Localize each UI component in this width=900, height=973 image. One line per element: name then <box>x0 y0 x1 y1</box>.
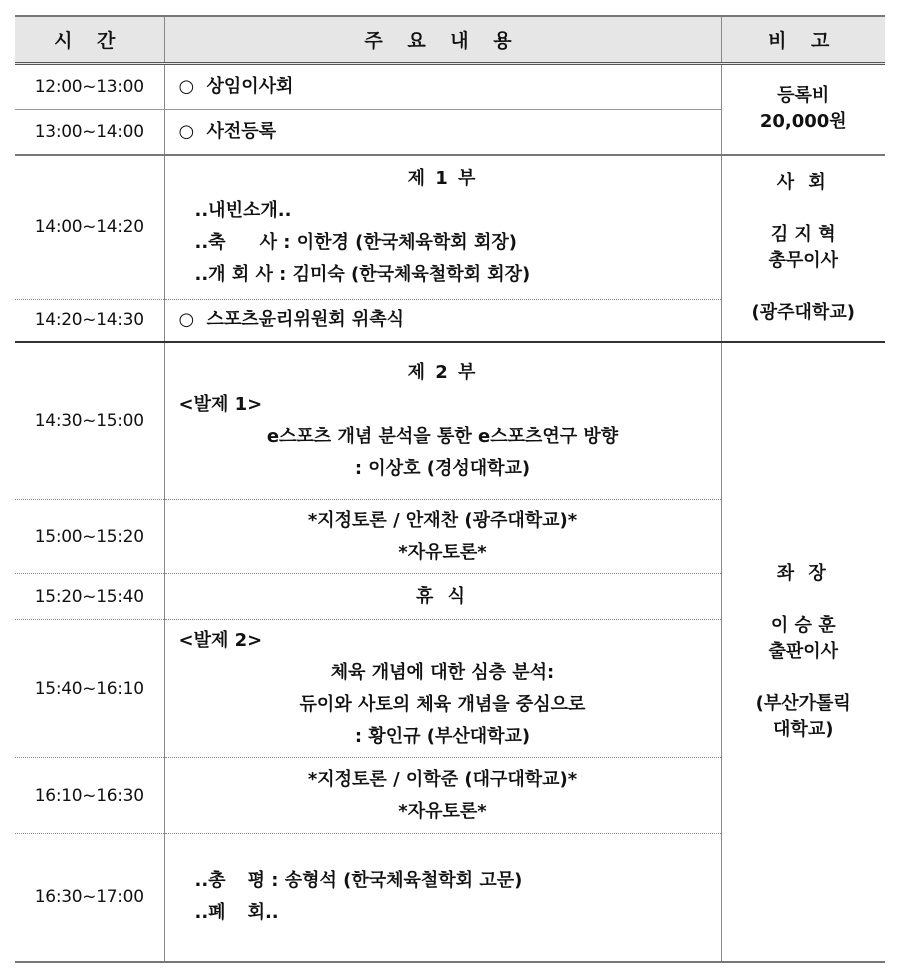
content-cell <box>164 110 721 155</box>
content-cell <box>164 620 721 758</box>
line-part: ..폐 <box>194 902 226 924</box>
time-cell: 16:30~17:00 <box>15 834 164 962</box>
line <box>165 227 721 259</box>
line-part: 회.. <box>247 902 279 924</box>
header-row <box>15 16 885 64</box>
section-title: 제 2 부 <box>407 361 478 383</box>
line: *지정토론 / 이학준 (대구대학교)* <box>307 768 578 790</box>
time-cell: 13:00~14:00 <box>15 110 164 155</box>
time-cell: 16:10~16:30 <box>15 758 164 834</box>
line: *자유토론* <box>398 541 487 563</box>
line: 듀이와 사토의 체육 개념을 중심으로 <box>299 693 586 715</box>
content-cell <box>164 300 721 342</box>
fee-label: 등록비 <box>777 85 830 107</box>
content-cell <box>164 155 721 300</box>
time-cell: 12:00~13:00 <box>15 64 164 110</box>
line: : 이상호 (경성대학교) <box>354 457 531 479</box>
time-cell: 15:40~16:10 <box>15 620 164 758</box>
header-content: 주 요 내 용 <box>164 16 721 64</box>
line: e스포츠 개념 분석을 통한 e스포츠연구 방향 <box>266 425 619 447</box>
chair-note <box>721 342 885 962</box>
presentation-tag: <발제 1> <box>178 393 263 415</box>
fee-note <box>721 64 885 155</box>
bullet-icon: ○ <box>178 120 195 142</box>
content-cell <box>164 64 721 110</box>
time-cell: 14:00~14:20 <box>15 155 164 300</box>
chair-name: 이 승 훈 <box>770 614 836 636</box>
content-cell <box>164 834 721 962</box>
content-cell <box>164 758 721 834</box>
host-role: 사 회 <box>776 172 830 193</box>
item-text: 상임이사회 <box>206 76 294 97</box>
header-note: 비 고 <box>721 16 885 64</box>
chair-org: 대학교) <box>773 718 834 740</box>
bullet-icon: ○ <box>178 309 195 331</box>
line: ..내빈소개.. <box>194 200 292 222</box>
chair-role: 좌 장 <box>776 562 830 584</box>
line-part: 사 : 이한경 (한국체육학회 회장) <box>259 232 517 254</box>
section-title: 제 1 부 <box>407 168 478 190</box>
host-org: (광주대학교) <box>751 302 855 323</box>
line: *자유토론* <box>398 800 487 822</box>
chair-org: (부산가톨릭 <box>755 692 851 714</box>
table-row <box>15 64 885 110</box>
line-part: 평 : 송형석 (한국체육철학회 고문) <box>247 870 523 892</box>
line <box>165 865 721 897</box>
content-cell <box>164 342 721 500</box>
table-row <box>15 155 885 300</box>
header-time: 시 간 <box>15 16 164 64</box>
host-note <box>721 155 885 342</box>
item-text: 스포츠윤리위원회 위촉식 <box>206 309 405 331</box>
line: ..개 회 사 : 김미숙 (한국체육철학회 회장) <box>194 264 531 286</box>
table-row <box>15 342 885 500</box>
chair-title: 출판이사 <box>768 640 839 662</box>
time-cell: 14:20~14:30 <box>15 300 164 342</box>
line: 체육 개념에 대한 심층 분석: <box>330 661 555 683</box>
content-cell <box>164 500 721 574</box>
host-title: 총무이사 <box>768 250 839 271</box>
fee-amount: 20,000원 <box>759 111 847 133</box>
line: : 황인규 (부산대학교) <box>354 725 531 747</box>
schedule-table <box>15 15 885 963</box>
time-cell: 15:00~15:20 <box>15 500 164 574</box>
time-cell: 15:20~15:40 <box>15 574 164 620</box>
content-cell <box>164 574 721 620</box>
presentation-tag: <발제 2> <box>178 629 263 651</box>
line-part: ..총 <box>194 870 226 892</box>
line: *지정토론 / 안재찬 (광주대학교)* <box>307 509 578 531</box>
host-name: 김 지 혁 <box>770 224 836 245</box>
line <box>165 897 721 929</box>
line: 휴 식 <box>415 585 470 607</box>
bullet-icon: ○ <box>178 76 195 97</box>
item-text: 사전등록 <box>206 120 277 142</box>
time-cell: 14:30~15:00 <box>15 342 164 500</box>
line-part: ..축 <box>194 232 226 254</box>
